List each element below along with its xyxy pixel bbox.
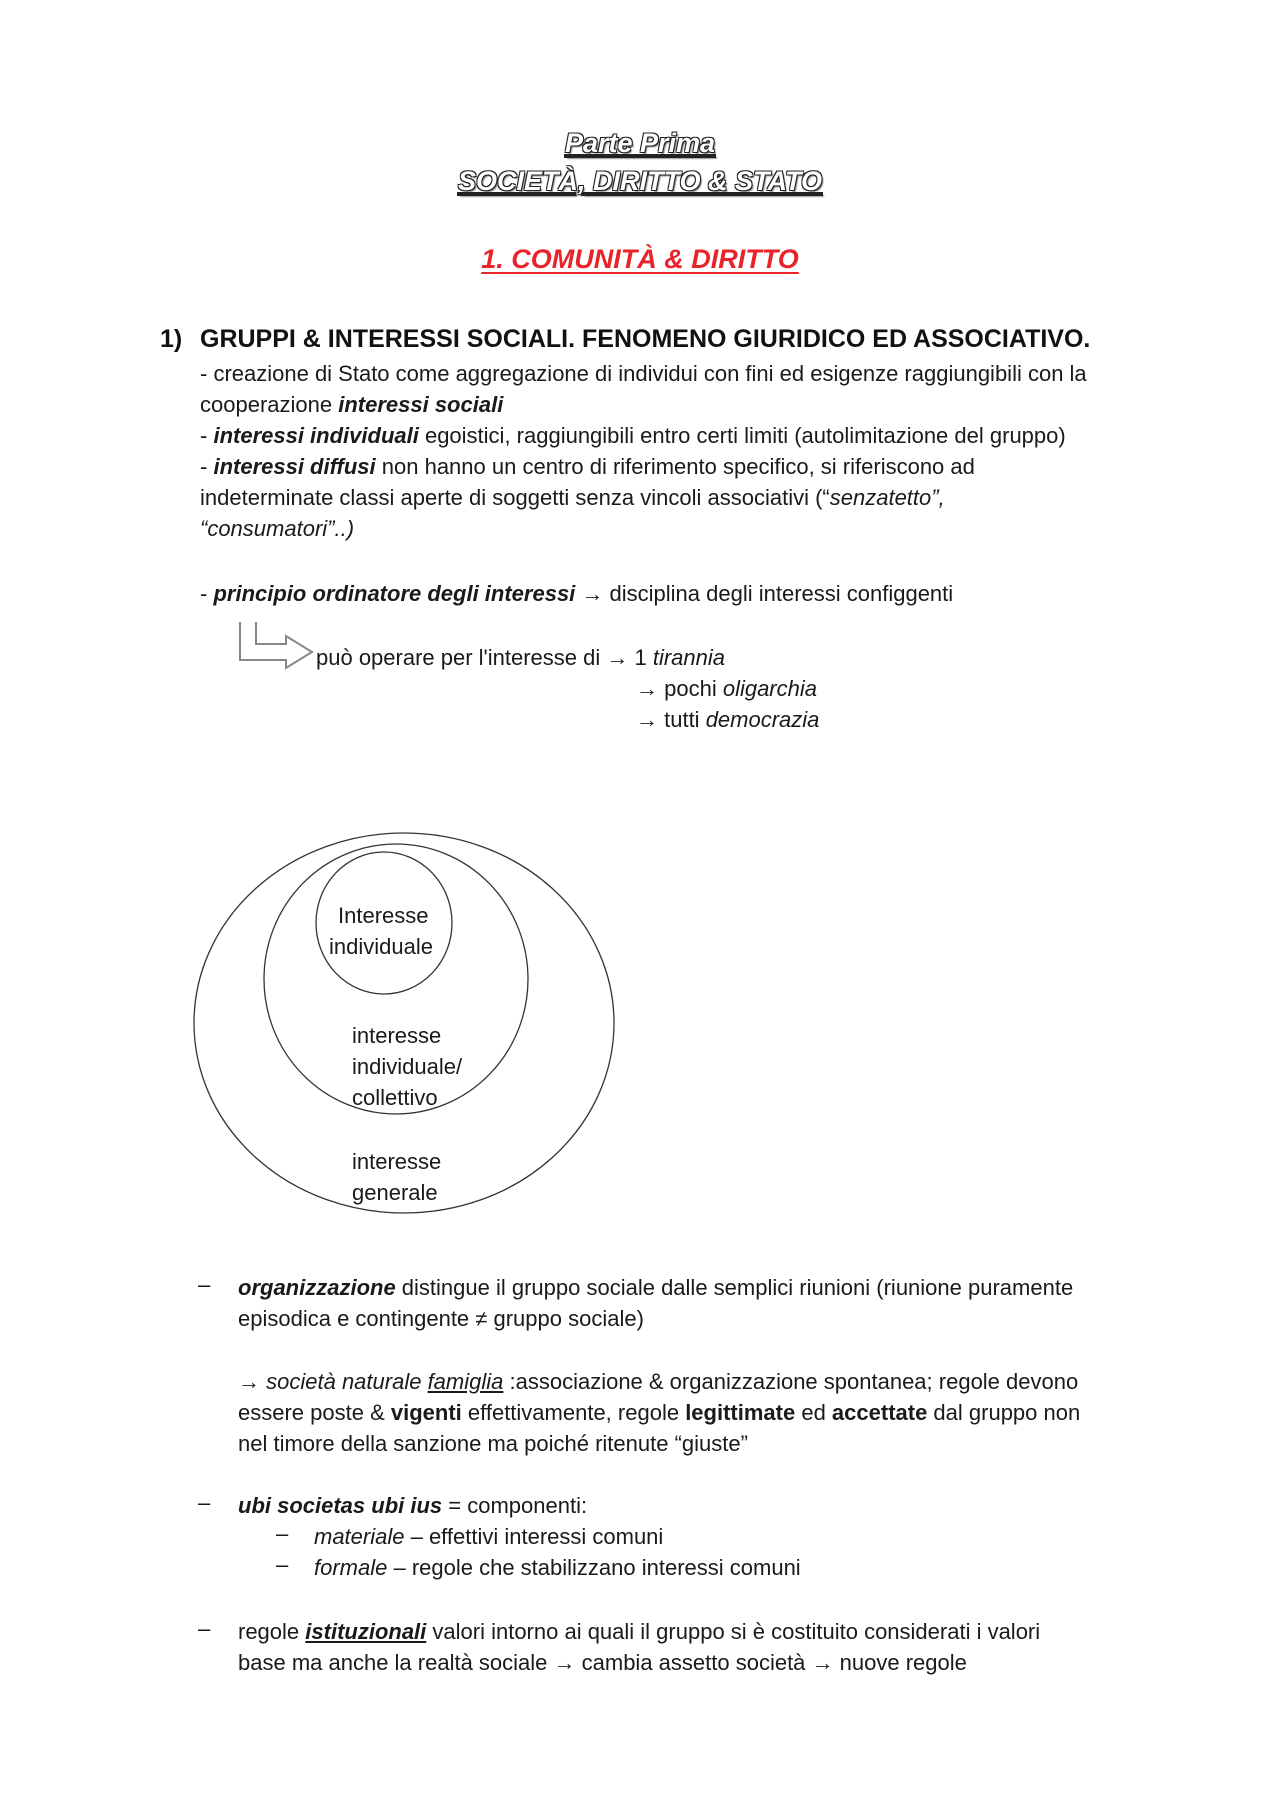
intro-line: - interessi individuali egoistici, raggiungibili entro certi limiti (autolimitazione del gruppo) [200, 423, 1066, 448]
diagram-outer-label: generale [352, 1180, 438, 1205]
bullet-line: organizzazione distingue il gruppo sociale dalle semplici riunioni (riunione puramente [238, 1275, 1074, 1300]
intro-line: - creazione di Stato come aggregazione di individui con fini ed esigenze raggiungibili con la [200, 361, 1087, 386]
bullet-line: episodica e contingente ≠ gruppo sociale) [238, 1306, 644, 1331]
intro-line: cooperazione interessi sociali [200, 392, 504, 417]
principle-line: - principio ordinatore degli interessi → disciplina degli interessi configgenti [200, 581, 954, 606]
diagram-inner-label: Interesse [338, 903, 429, 928]
part-title: Parte Prima [564, 128, 716, 158]
diagram-middle-label: individuale/ [352, 1054, 463, 1079]
diagram-middle-label: interesse [352, 1023, 442, 1048]
diagram-inner-label: individuale [329, 934, 433, 959]
diagram-middle-label: collettivo [352, 1085, 438, 1110]
bullet-dash: – [198, 1272, 211, 1297]
sub-bullet-dash: – [276, 1521, 289, 1546]
bullet-dash: – [198, 1616, 211, 1641]
section-heading: GRUPPI & INTERESSI SOCIALI. FENOMENO GIURIDICO ED ASSOCIATIVO. [200, 325, 1091, 353]
bullet-line: essere poste & vigenti effettivamente, regole legittimate ed accettate dal gruppo non [238, 1400, 1081, 1425]
chapter-title: 1. COMUNITÀ & DIRITTO [481, 244, 799, 274]
bent-arrow-icon [236, 622, 316, 672]
diagram-outer-label: interesse [352, 1149, 442, 1174]
bullet-line: nel timore della sanzione ma poiché ritenute “giuste” [238, 1431, 748, 1456]
intro-line: indeterminate classi aperte di soggetti senza vincoli associativi (“senzatetto”, [200, 485, 945, 510]
intro-line: “consumatori”..) [200, 516, 355, 541]
sub-bullet-line: materiale – effettivi interessi comuni [314, 1524, 664, 1549]
forms-line: → pochi oligarchia [636, 676, 817, 701]
part-subtitle: SOCIETÀ, DIRITTO & STATO [457, 166, 822, 196]
bullet-line: ubi societas ubi ius = componenti: [238, 1493, 588, 1518]
bullet-dash: – [198, 1490, 211, 1515]
bullet-line: base ma anche la realtà sociale → cambia assetto società → nuove regole [238, 1650, 967, 1675]
forms-line: → tutti democrazia [636, 707, 820, 732]
intro-line: - interessi diffusi non hanno un centro di riferimento specifico, si riferiscono ad [200, 454, 975, 479]
section-number: 1) [160, 325, 183, 353]
bullet-line: → società naturale famiglia :associazione & organizzazione spontanea; regole devono [238, 1369, 1079, 1394]
bullet-line: regole istituzionali valori intorno ai quali il gruppo si è costituito considerati i valori [238, 1619, 1041, 1644]
sub-bullet-dash: – [276, 1552, 289, 1577]
sub-bullet-line: formale – regole che stabilizzano interessi comuni [314, 1555, 801, 1580]
forms-line: può operare per l'interesse di → 1 tirannia [316, 645, 725, 670]
